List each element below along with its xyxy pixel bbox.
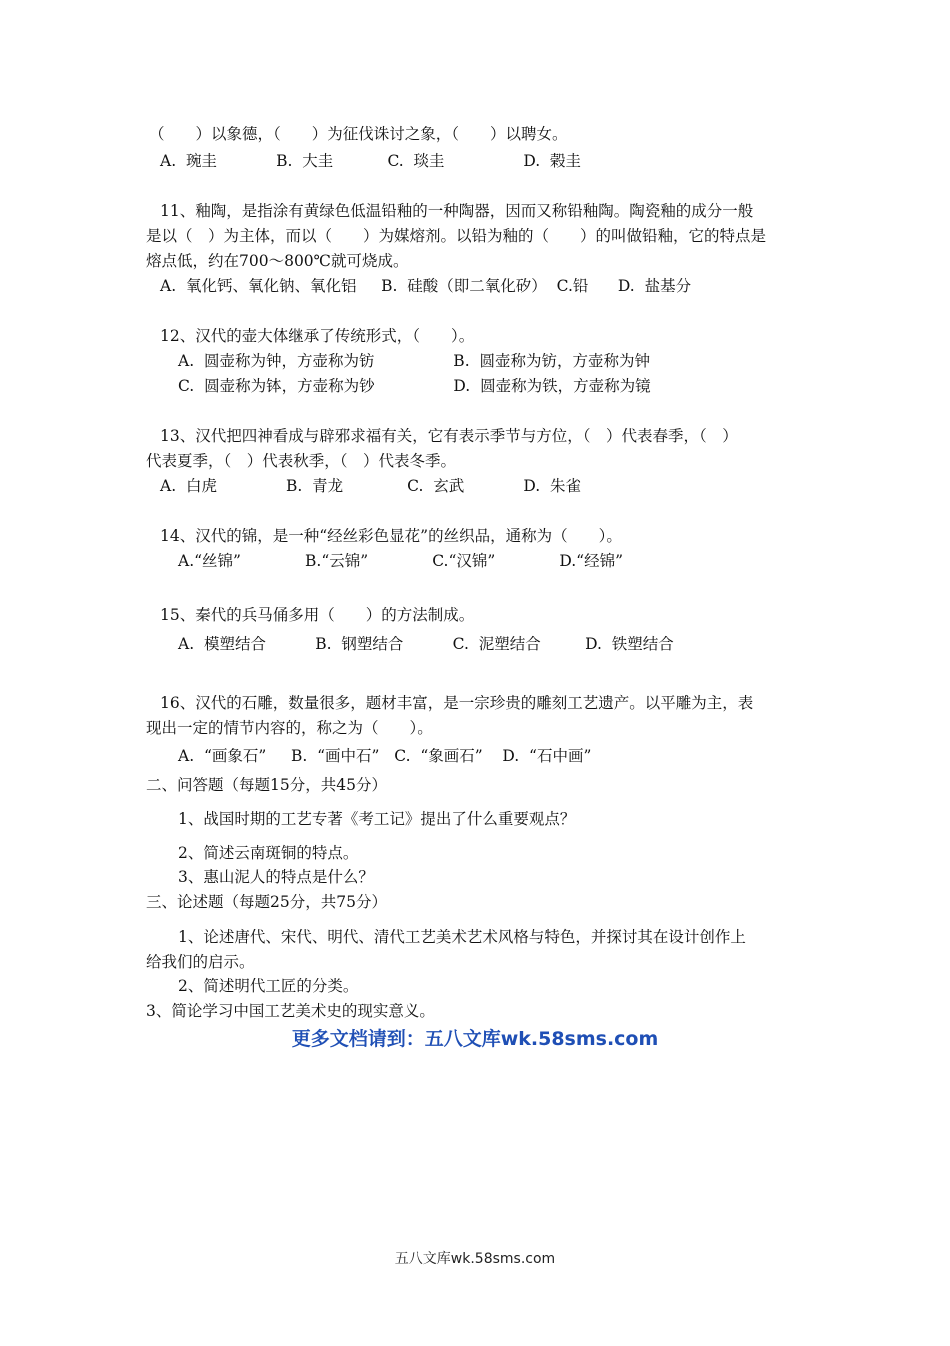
text-line: A. “画象石” B. “画中石” C. “象画石” D. “石中画” (178, 747, 592, 765)
text-line: 13、汉代把四神看成与辟邪求福有关，它有表示季节与方位，（ ）代表春季，（ ） (160, 427, 738, 445)
text-line: 给我们的启示。 (146, 953, 255, 971)
text-line: 熔点低，约在700～800℃就可烧成。 (146, 252, 409, 270)
text-line: C. 圆壶称为钵，方壶称为钞 D. 圆壶称为铁，方壶称为镜 (178, 377, 651, 395)
text-line: 二、问答题（每题15分，共45分） (146, 776, 387, 794)
text-line: 2、简述明代工匠的分类。 (178, 977, 359, 995)
text-line: 现出一定的情节内容的，称之为（ ）。 (146, 719, 433, 737)
text-line: A. 氧化钙、氧化钠、氧化铝 B. 硅酸（即二氧化矽） C.铅 D. 盐基分 (160, 277, 692, 295)
text-line: 16、汉代的石雕，数量很多，题材丰富，是一宗珍贵的雕刻工艺遗产。以平雕为主，表 (160, 694, 754, 712)
text-line: 三、论述题（每题25分，共75分） (146, 893, 387, 911)
text-line: A. 模塑结合 B. 钢塑结合 C. 泥塑结合 D. 铁塑结合 (178, 635, 674, 653)
text-line: 15、秦代的兵马俑多用（ ）的方法制成。 (160, 606, 475, 624)
text-line: A. 白虎 B. 青龙 C. 玄武 D. 朱雀 (160, 477, 582, 495)
text-line: 1、论述唐代、宋代、明代、清代工艺美术艺术风格与特色，并探讨其在设计创作上 (178, 928, 746, 946)
text-line: 3、惠山泥人的特点是什么？ (178, 868, 374, 886)
text-line: 是以（ ）为主体，而以（ ）为媒熔剂。以铅为釉的（ ）的叫做铅釉，它的特点是 (146, 227, 767, 245)
text-line: 3、简论学习中国工艺美术史的现实意义。 (146, 1002, 435, 1020)
text-line: （ ）以象德，（ ）为征伐诛讨之象，（ ）以聘女。 (149, 125, 568, 143)
text-line: A. 琬圭 B. 大圭 C. 琰圭 D. 榖圭 (160, 152, 582, 170)
text-line: 1、战国时期的工艺专著《考工记》提出了什么重要观点？ (178, 810, 576, 828)
promo-link[interactable]: 更多文档请到：五八文库wk.58sms.com (291, 1028, 659, 1050)
text-line: A.“丝锦” B.“云锦” C.“汉锦” D.“经锦” (178, 552, 624, 570)
text-line: 11、釉陶，是指涂有黄绿色低温铅釉的一种陶器，因而又称铅釉陶。陶瓷釉的成分一般 (160, 202, 754, 220)
text-line: 2、简述云南斑铜的特点。 (178, 844, 359, 862)
text-line: 代表夏季，（ ）代表秋季，（ ）代表冬季。 (146, 452, 457, 470)
page-footer: 五八文库wk.58sms.com (394, 1251, 556, 1267)
text-line: 12、汉代的壶大体继承了传统形式，（ ）。 (160, 327, 475, 345)
text-line: A. 圆壶称为钟，方壶称为钫 B. 圆壶称为钫，方壶称为钟 (178, 352, 650, 370)
text-line: 14、汉代的锦，是一种“经丝彩色显花”的丝织品，通称为（ ）。 (160, 527, 622, 545)
